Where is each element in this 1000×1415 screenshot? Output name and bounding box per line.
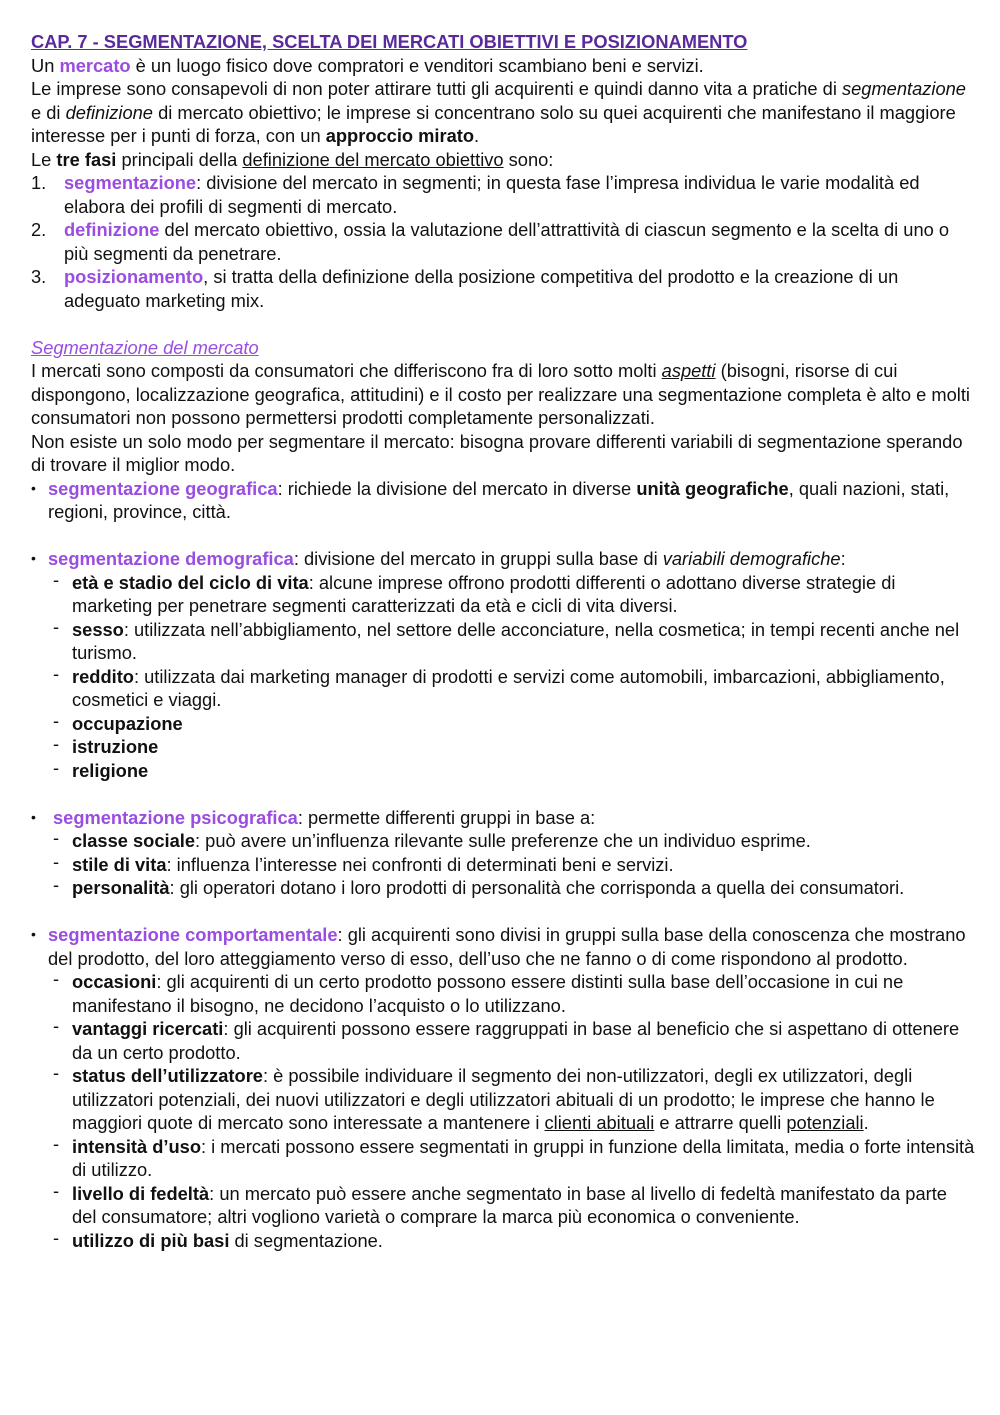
bold-term: classe sociale xyxy=(72,830,195,851)
text-run: principali della xyxy=(116,148,243,170)
dash-mark: - xyxy=(53,568,60,590)
list-number: 3. xyxy=(31,266,47,287)
dash-mark: - xyxy=(53,1062,60,1083)
bold-term: sesso xyxy=(72,618,124,640)
text-run: del mercato obiettivo, ossia la valutazione dell’attrattività di ciascun segmento e la scelta di uno o più segmenti da penetrare. xyxy=(64,219,950,264)
sub-item xyxy=(31,1017,976,1064)
bullet-mark: • xyxy=(31,550,36,566)
sub-item xyxy=(31,876,976,900)
sub-item xyxy=(31,615,976,665)
list-number: 2. xyxy=(31,219,47,240)
dash-mark: - xyxy=(53,1226,60,1248)
term: segmentazione comportamentale xyxy=(48,924,338,945)
list-number: 1. xyxy=(31,172,47,193)
italic-term: variabili demografiche xyxy=(662,548,841,569)
sub-item xyxy=(31,829,976,853)
term: segmentazione demografica xyxy=(48,548,294,569)
bold-term: stile di vita xyxy=(72,853,167,875)
bold-term: occupazione xyxy=(72,712,183,734)
demografica-sublist xyxy=(31,568,976,783)
dash-mark: - xyxy=(53,733,60,754)
term-mercato: mercato xyxy=(59,54,131,76)
bullet-comportamentale xyxy=(31,923,976,970)
spacer xyxy=(31,900,976,924)
sub-item xyxy=(31,1064,976,1135)
sub-item xyxy=(31,850,976,877)
text-run: : permette differenti gruppi in base a: xyxy=(297,806,596,828)
intro-paragraph-3 xyxy=(31,148,976,172)
bold-term: utilizzo di più basi xyxy=(72,1229,230,1251)
bullet-mark: • xyxy=(31,808,36,825)
term: segmentazione geografica xyxy=(48,477,278,499)
text-run: : influenza l’interesse nei confronti di determinati beni e servizi. xyxy=(166,853,674,875)
text-run: di mercato obiettivo; le imprese si concentrano solo su quei acquirenti che manifestano il maggiore interesse per i punti di forza, con un xyxy=(31,101,956,146)
sub-item xyxy=(31,568,976,618)
text-run: : utilizzata nell’abbigliamento, nel settore delle acconciature, nella cosmetica; in tempi recenti anche nel turismo. xyxy=(72,618,960,663)
text-run: e attrarre quelli xyxy=(654,1112,787,1133)
underlined-term: potenziali xyxy=(786,1112,864,1133)
text-run: : gli operatori dotano i loro prodotti di personalità che corrisponda a quella dei consumatori. xyxy=(169,877,905,898)
bold-term: approccio mirato xyxy=(325,125,475,146)
bold-term: status dell’utilizzatore xyxy=(72,1065,263,1086)
text-run: : i mercati possono essere segmentati in gruppi in funzione della limitata, media o forte intensità di utilizzo. xyxy=(72,1135,975,1180)
dash-mark: - xyxy=(53,1132,60,1154)
bold-term: unità geografiche xyxy=(636,477,789,499)
spacer xyxy=(31,312,976,336)
text-run: : divisione del mercato in segmenti; in questa fase l’impresa individua le varie modalità ed elabora dei profili di segmenti di mercato. xyxy=(64,172,920,217)
bold-term: tre fasi xyxy=(56,148,117,170)
text-run: e di xyxy=(31,101,66,123)
text-run: . xyxy=(863,1112,869,1133)
term: segmentazione psicografica xyxy=(53,806,298,828)
text-run: , quali nazioni, stati, regioni, province, città. xyxy=(48,477,950,522)
dash-mark: - xyxy=(53,968,60,989)
dash-mark: - xyxy=(53,1015,60,1036)
bold-term: istruzione xyxy=(72,736,159,757)
term: definizione xyxy=(64,219,160,240)
intro-paragraph-2 xyxy=(31,77,976,148)
text-run: Le imprese sono consapevoli di non poter attirare tutti gli acquirenti e quindi danno vita a pratiche di xyxy=(31,78,842,99)
sub-item xyxy=(31,662,976,712)
list-item xyxy=(31,218,976,265)
text-run: : può avere un’influenza rilevante sulle preferenze che un individuo esprime. xyxy=(195,830,811,851)
dash-mark: - xyxy=(53,874,60,895)
underlined-term: clienti abituali xyxy=(544,1112,655,1133)
chapter-title xyxy=(31,30,976,54)
bullet-demografica xyxy=(31,547,976,571)
italic-term: definizione xyxy=(65,101,153,123)
bold-term: reddito xyxy=(72,665,134,687)
dash-mark: - xyxy=(53,1179,60,1201)
intro-paragraph-1 xyxy=(31,54,976,78)
bold-term: occasioni xyxy=(72,971,157,992)
dash-mark: - xyxy=(53,662,60,684)
dash-mark: - xyxy=(53,615,60,637)
text-run: : xyxy=(840,548,846,569)
underlined-term: aspetti xyxy=(661,360,716,381)
bold-term: religione xyxy=(72,759,149,781)
psicografica-sublist xyxy=(31,829,976,900)
text-run: è un luogo fisico dove compratori e venditori scambiano beni e servizi. xyxy=(130,54,704,76)
text-run: : è possibile individuare il segmento dei non-utilizzatori, degli ex utilizzatori, degli utilizzatori potenziali, dei nuovi utilizzatori e degli utilizzatori abituali di un prodotto; le imprese che hanno le maggiori quote di mercato sono interessate a mantenere i xyxy=(72,1065,935,1133)
section-heading xyxy=(31,336,976,360)
dash-mark: - xyxy=(53,850,60,872)
bullet-mark: • xyxy=(31,479,36,496)
sub-item xyxy=(31,1132,976,1182)
document-page xyxy=(31,30,976,1252)
text-run: : divisione del mercato in gruppi sulla base di xyxy=(293,548,663,569)
spacer xyxy=(31,524,976,548)
term: posizionamento xyxy=(64,266,204,287)
text-run: : gli acquirenti possono essere raggruppati in base al beneficio che si aspettano di ottenere da un certo prodotto. xyxy=(72,1018,960,1063)
section-heading-text: Segmentazione del mercato xyxy=(31,336,259,358)
sub-item xyxy=(31,709,976,736)
list-item xyxy=(31,171,976,218)
sub-item xyxy=(31,1179,976,1229)
text-run: : un mercato può essere anche segmentato in base al livello di fedeltà manifestato da parte del consumatore; altri vogliono varietà o comprare la marca più economica o conveniente. xyxy=(72,1182,947,1227)
bullet-geografica xyxy=(31,477,976,524)
sub-item xyxy=(31,970,976,1017)
italic-term: segmentazione xyxy=(841,78,966,99)
underlined-term: definizione del mercato obiettivo xyxy=(242,148,504,170)
text-run: : utilizzata dai marketing manager di prodotti e servizi come automobili, imbarcazioni, abbigliamento, cosmetici e viaggi. xyxy=(72,665,945,710)
bold-term: intensità d’uso xyxy=(72,1135,201,1157)
bold-term: personalità xyxy=(72,877,170,898)
text-run: Un xyxy=(31,54,60,76)
sub-item xyxy=(31,1226,976,1253)
text-run: di segmentazione. xyxy=(229,1229,383,1251)
sub-item xyxy=(31,735,976,759)
dash-mark: - xyxy=(53,709,60,731)
text-run: (bisogni, risorse di cui dispongono, localizzazione geografica, attitudini) e il costo per realizzare una segmentazione completa è alto e molti consumatori non possono permettersi prodotti completamente personalizzati. xyxy=(31,360,970,428)
sub-item xyxy=(31,756,976,783)
seg-paragraph-2: Non esiste un solo modo per segmentare il mercato: bisogna provare differenti variabili di segmentazione sperando di trovare il miglior modo. xyxy=(31,430,963,475)
term: segmentazione xyxy=(64,172,197,193)
bold-term: livello di fedeltà xyxy=(72,1182,210,1204)
text-run: : richiede la divisione del mercato in diverse xyxy=(277,477,637,499)
dash-mark: - xyxy=(53,756,60,778)
seg-paragraph-1 xyxy=(31,359,976,430)
text-run: sono: xyxy=(503,148,554,170)
bullet-mark: • xyxy=(31,926,36,942)
chapter-title-text: CAP. 7 - SEGMENTAZIONE, SCELTA DEI MERCATI OBIETTIVI E POSIZIONAMENTO xyxy=(31,31,748,52)
phases-list xyxy=(31,171,976,312)
text-run: , si tratta della definizione della posizione competitiva del prodotto e la creazione di un adeguato marketing mix. xyxy=(64,266,899,311)
bold-term: età e stadio del ciclo di vita xyxy=(72,571,309,593)
text-run: I mercati sono composti da consumatori che differiscono fra di loro sotto molti xyxy=(31,360,662,381)
text-run: : gli acquirenti di un certo prodotto possono essere distinti sulla base dell’occasione in cui ne manifestano il bisogno, ne decidono l’acquisto o lo utilizzano. xyxy=(72,971,904,1016)
bullet-psicografica xyxy=(31,806,976,830)
text-run: Le xyxy=(31,148,57,170)
list-item xyxy=(31,265,976,312)
bold-term: vantaggi ricercati xyxy=(72,1018,224,1039)
text-run: : gli acquirenti sono divisi in gruppi sulla base della conoscenza che mostrano del prodotto, del loro atteggiamento verso di esso, dell’uso che ne fanno o di come rispondono al prodotto. xyxy=(48,924,966,969)
dash-mark: - xyxy=(53,827,60,848)
comportamentale-sublist xyxy=(31,970,976,1252)
spacer xyxy=(31,782,976,806)
text-run: . xyxy=(474,125,480,146)
text-run: : alcune imprese offrono prodotti differenti o adottano diverse strategie di marketing per penetrare segmenti caratterizzati da età e cicli di vita diversi. xyxy=(72,571,896,616)
